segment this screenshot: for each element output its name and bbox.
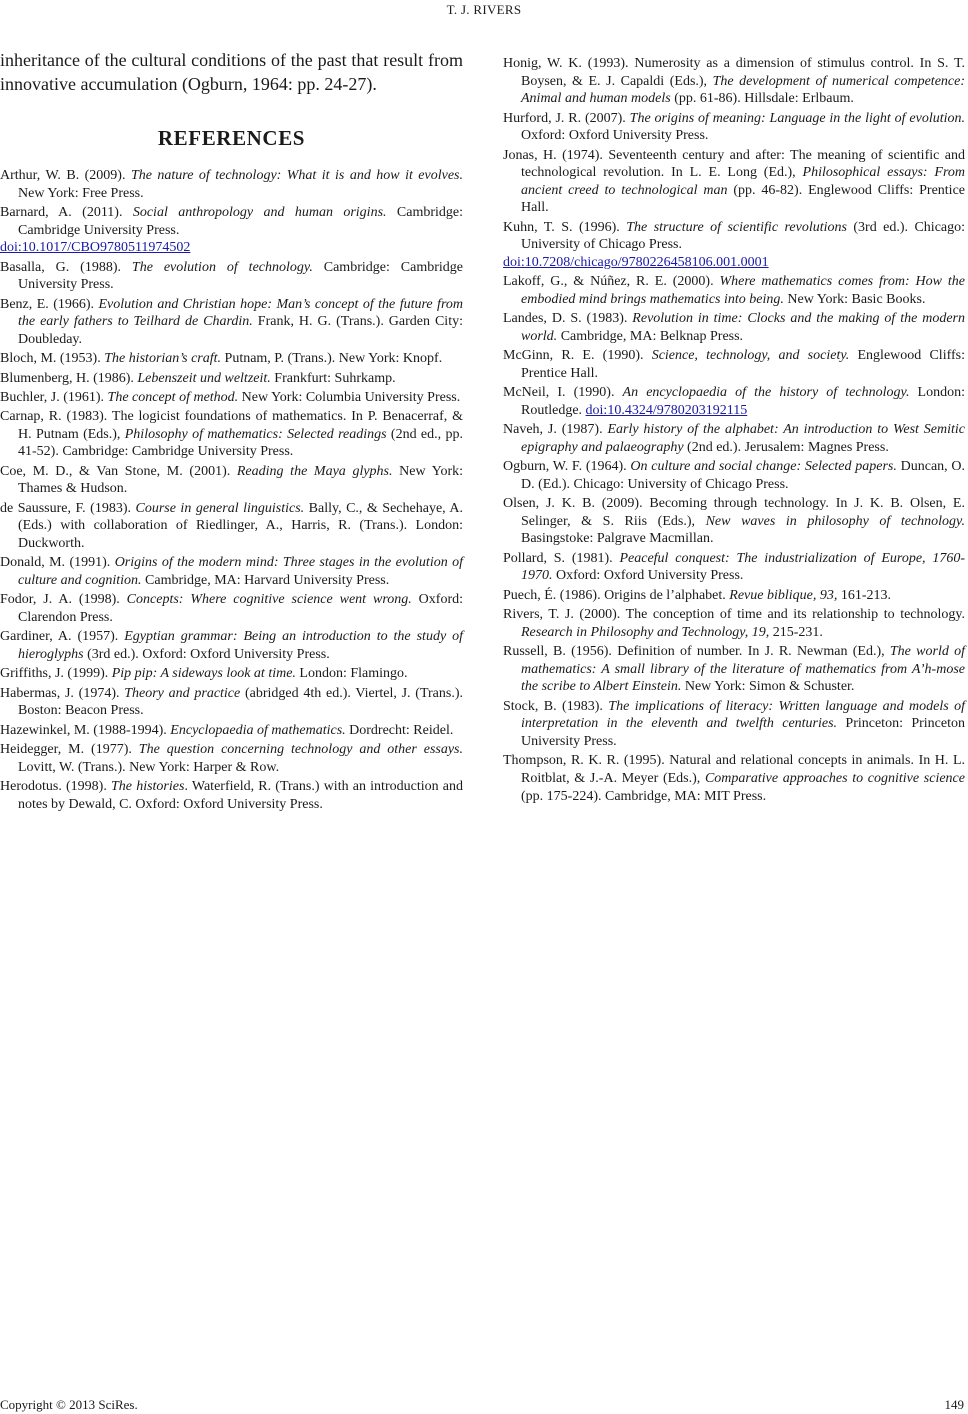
reference-entry <box>0 665 463 683</box>
reference-text: Hazewinkel, M. (1988-1994). <box>0 722 171 738</box>
reference-text: Heidegger, M. (1977). <box>0 742 139 758</box>
reference-entry <box>503 421 965 456</box>
reference-text: Thompson, R. K. R. (1995). Natural and relational concepts in animals. In H. L. Roitblat, & J.-A. Meyer (Eds.), <box>503 753 965 786</box>
reference-entry <box>503 55 965 108</box>
reference-entry <box>503 110 965 145</box>
reference-publisher: (2nd ed.). Jerusalem: Magnes Press. <box>683 439 889 455</box>
reference-title: The histories <box>111 779 185 795</box>
reference-text: Landes, D. S. (1983). <box>503 311 633 327</box>
reference-title: Peaceful conquest: The industrialization of Europe, 1760-1970. <box>521 550 965 584</box>
reference-publisher: New York: Free Press. <box>18 185 144 201</box>
reference-text: Barnard, A. (2011). <box>0 204 133 220</box>
reference-entry <box>0 722 463 740</box>
reference-entry <box>0 591 463 626</box>
reference-entry <box>503 347 965 382</box>
reference-title: The historian’s craft. <box>104 351 222 367</box>
reference-entry <box>503 147 965 217</box>
reference-title: Course in general linguistics. <box>135 500 305 516</box>
reference-publisher: Basingstoke: Palgrave Macmillan. <box>521 531 714 547</box>
reference-title: The evolution of technology. <box>131 259 313 275</box>
references-heading: REFERENCES <box>157 126 306 150</box>
references-left-column <box>0 167 463 815</box>
reference-entry <box>0 628 463 663</box>
reference-text: de Saussure, F. (1983). <box>0 500 136 516</box>
reference-text: Buchler, J. (1961). <box>0 389 108 405</box>
reference-publisher: Lovitt, W. (Trans.). New York: Harper & Row. <box>18 759 280 775</box>
reference-text: Habermas, J. (1974). <box>0 685 125 701</box>
reference-publisher: Cambridge: Cambridge University Press. <box>18 204 463 238</box>
reference-text: Basalla, G. (1988). <box>0 259 132 275</box>
reference-title: The structure of scientific revolutions <box>626 219 847 235</box>
reference-title: Early history of the alphabet: An introduction to West Semitic epigraphy and palaeography <box>521 422 966 455</box>
reference-title: Concepts: Where cognitive science went wrong. <box>126 592 412 608</box>
reference-entry <box>503 495 965 548</box>
reference-entry <box>0 500 463 553</box>
reference-publisher: New York: Thames & Hudson. <box>18 463 463 497</box>
reference-entry <box>503 458 965 493</box>
intro-paragraph: inheritance of the cultural conditions of the past that result from innovative accumulation (Ogburn, 1964: pp. 24-27). <box>0 50 463 94</box>
reference-title: New waves in philosophy of technology. <box>705 513 965 529</box>
reference-publisher: Oxford: Clarendon Press. <box>18 592 464 626</box>
reference-publisher: Oxford: Oxford University Press. <box>552 568 744 584</box>
reference-text: Pollard, S. (1981). <box>503 550 620 566</box>
reference-publisher: (3rd ed.). Chicago: University of Chicago Press. <box>521 219 966 253</box>
reference-publisher: (abridged 4th ed.). Viertel, J. (Trans.). Boston: Beacon Press. <box>18 685 464 719</box>
reference-publisher: Duncan, O. D. (Ed.). Chicago: University of Chicago Press. <box>521 459 966 492</box>
reference-publisher: London: Flamingo. <box>295 666 408 682</box>
reference-entry <box>0 408 463 461</box>
reference-text: Donald, M. (1991). <box>0 555 115 571</box>
reference-title: Philosophical essays: From ancient creed to technological man <box>521 165 965 198</box>
reference-entry <box>503 219 965 272</box>
reference-entry <box>0 296 463 349</box>
reference-text: Honig, W. K. (1993). Numerosity as a dimension of stimulus control. In S. T. Boysen, & E. J. Capaldi (Eds.), <box>503 56 965 89</box>
reference-publisher: New York: Columbia University Press. <box>238 389 461 405</box>
reference-entry <box>0 259 463 294</box>
reference-text: Benz, E. (1966). <box>0 296 99 312</box>
reference-title: The concept of method. <box>107 389 239 405</box>
reference-text: Blumenberg, H. (1986). <box>0 370 138 386</box>
reference-publisher: London: Routledge. <box>521 385 965 418</box>
reference-entry <box>0 167 463 202</box>
reference-entry <box>0 685 463 720</box>
reference-entry <box>0 741 463 776</box>
reference-publisher: Frank, H. G. (Trans.). Garden City: Doubleday. <box>18 314 463 347</box>
reference-entry <box>0 389 463 407</box>
reference-title: Revue biblique, 93, <box>729 587 838 603</box>
reference-text: Russell, B. (1956). Definition of number. In J. R. Newman (Ed.), <box>503 644 890 660</box>
reference-entry <box>503 606 965 641</box>
reference-title: Evolution and Christian hope: Man’s concept of the future from the early fathers to Teilhard de Chardin. <box>18 296 463 330</box>
reference-title: Revolution in time: Clocks and the making of the modern world. <box>521 311 965 344</box>
reference-publisher: Cambridge: Cambridge University Press. <box>18 259 463 293</box>
reference-publisher: 161-213. <box>837 587 892 603</box>
reference-entry <box>0 778 463 813</box>
reference-entry <box>503 550 965 585</box>
reference-text: Lakoff, G., & Núñez, R. E. (2000). <box>503 274 720 290</box>
reference-title: An encyclopaedia of the history of technology. <box>622 385 910 401</box>
doi-link[interactable]: doi:10.4324/9780203192115 <box>585 402 748 418</box>
reference-entry <box>503 587 965 605</box>
reference-title: The nature of technology: What it is and how it evolves. <box>130 168 463 183</box>
reference-text: Griffiths, J. (1999). <box>0 666 112 682</box>
reference-publisher: . Waterfield, R. (Trans.) with an introduction and notes by Dewald, C. Oxford: Oxford University Press. <box>18 779 463 812</box>
reference-entry <box>503 698 965 751</box>
reference-entry <box>503 273 965 308</box>
reference-title: Theory and practice <box>124 685 241 701</box>
reference-publisher: Dordrecht: Reidel. <box>345 722 454 738</box>
reference-publisher: Princeton: Princeton University Press. <box>521 716 965 749</box>
reference-text: Stock, B. (1983). <box>503 698 609 714</box>
reference-title: Encyclopaedia of mathematics. <box>170 722 346 738</box>
reference-publisher: New York: Basic Books. <box>783 291 926 307</box>
running-head: T. J. RIVERS <box>446 2 522 17</box>
reference-publisher: (pp. 46-82). Englewood Cliffs: Prentice Hall. <box>521 182 965 216</box>
reference-text: Carnap, R. (1983). The logicist foundations of mathematics. In P. Benacerraf, & H. Putnam (Eds.), <box>0 409 463 442</box>
reference-text: McGinn, R. E. (1990). <box>503 348 652 364</box>
reference-publisher: (pp. 61-86). Hillsdale: Erlbaum. <box>670 91 854 107</box>
reference-publisher: Cambridge, MA: Belknap Press. <box>557 328 744 344</box>
reference-text: Jonas, H. (1974). Seventeenth century and after: The meaning of scientific and technological revolution. In L. E. Long (Ed.), <box>503 147 965 181</box>
footer-copyright: Copyright © 2013 SciRes. <box>0 1397 138 1412</box>
reference-title: On culture and social change: Selected papers. <box>630 459 897 475</box>
reference-text: Bloch, M. (1953). <box>0 351 105 367</box>
reference-title: Research in Philosophy and Technology, 19, <box>521 624 770 640</box>
reference-title: Lebenszeit und weltzeit. <box>137 370 271 386</box>
reference-title: The implications of literacy: Written language and models of interpretation in the eleventh and twelfth centuries. <box>521 698 965 732</box>
reference-publisher: (pp. 175-224). Cambridge, MA: MIT Press. <box>521 788 767 804</box>
reference-entry <box>0 463 463 498</box>
reference-text: Olsen, J. K. B. (2009). Becoming through technology. In J. K. B. Olsen, E. Selinger, & S. Riis (Eds.), <box>503 496 965 529</box>
reference-text: Kuhn, T. S. (1996). <box>503 219 627 235</box>
references-right-column <box>503 55 965 807</box>
reference-title: The development of numerical competence: Animal and human models <box>521 73 965 107</box>
reference-entry <box>503 752 965 805</box>
reference-entry <box>503 310 965 345</box>
reference-publisher: Frankfurt: Suhrkamp. <box>270 370 396 386</box>
reference-text: McNeil, I. (1990). <box>503 385 623 401</box>
reference-publisher: Putnam, P. (Trans.). New York: Knopf. <box>221 351 443 367</box>
reference-text: Rivers, T. J. (2000). The conception of time and its relationship to technology. <box>503 607 965 623</box>
reference-publisher: Cambridge, MA: Harvard University Press. <box>141 573 390 589</box>
reference-publisher: New York: Simon & Schuster. <box>681 679 855 695</box>
reference-title: Egyptian grammar: Being an introduction to the study of hieroglyphs <box>18 629 463 662</box>
reference-title: Philosophy of mathematics: Selected readings <box>124 426 387 442</box>
reference-publisher: Oxford: Oxford University Press. <box>521 128 709 144</box>
reference-title: The world of mathematics: A small library of the literature of mathematics from A’h-mose the scribe to Albert Einstein. <box>521 644 965 695</box>
reference-publisher: Englewood Cliffs: Prentice Hall. <box>521 348 965 381</box>
reference-title: Comparative approaches to cognitive science <box>704 770 965 786</box>
reference-entry <box>503 384 965 419</box>
doi-link[interactable]: doi:10.7208/chicago/9780226458106.001.0001 <box>503 254 769 270</box>
reference-text: Fodor, J. A. (1998). <box>0 592 127 608</box>
reference-text: Arthur, W. B. (2009). <box>0 168 131 183</box>
reference-text: Coe, M. D., & Van Stone, M. (2001). <box>0 463 237 479</box>
reference-title: Reading the Maya glyphs. <box>236 463 393 479</box>
reference-entry <box>503 643 965 696</box>
reference-text: Naveh, J. (1987). <box>503 422 608 438</box>
reference-text: Ogburn, W. F. (1964). <box>503 459 631 475</box>
reference-text: Herodotus. (1998). <box>0 779 112 795</box>
doi-link[interactable]: doi:10.1017/CBO9780511974502 <box>0 240 191 256</box>
reference-title: Origins of the modern mind: Three stages in the evolution of culture and cognition. <box>18 555 463 589</box>
reference-publisher: (3rd ed.). Oxford: Oxford University Press. <box>83 647 330 662</box>
reference-entry <box>0 204 463 257</box>
reference-title: Social anthropology and human origins. <box>132 204 387 220</box>
reference-entry <box>0 554 463 589</box>
reference-publisher: 215-231. <box>769 624 823 640</box>
reference-text: Hurford, J. R. (2007). <box>503 110 630 126</box>
reference-title: The origins of meaning: Language in the light of evolution. <box>629 110 965 126</box>
footer-page-number: 149 <box>944 1397 964 1412</box>
reference-title: Science, technology, and society. <box>651 348 850 364</box>
reference-entry <box>0 350 463 368</box>
reference-publisher: Bally, C., & Sechehaye, A. (Eds.) with collaboration of Riedlinger, A., Harris, R. (Trans.). London: Duckworth. <box>18 500 463 552</box>
reference-title: The question concerning technology and other essays. <box>138 742 464 758</box>
reference-entry <box>0 370 463 388</box>
reference-publisher: (2nd ed., pp. 41-52). Cambridge: Cambridge University Press. <box>18 426 463 460</box>
reference-title: Pip pip: A sideways look at time. <box>111 666 296 682</box>
reference-title: Where mathematics comes from: How the embodied mind brings mathematics into being. <box>521 274 965 307</box>
reference-text: Gardiner, A. (1957). <box>0 629 125 645</box>
reference-text: Puech, É. (1986). Origins de l’alphabet. <box>503 587 730 603</box>
